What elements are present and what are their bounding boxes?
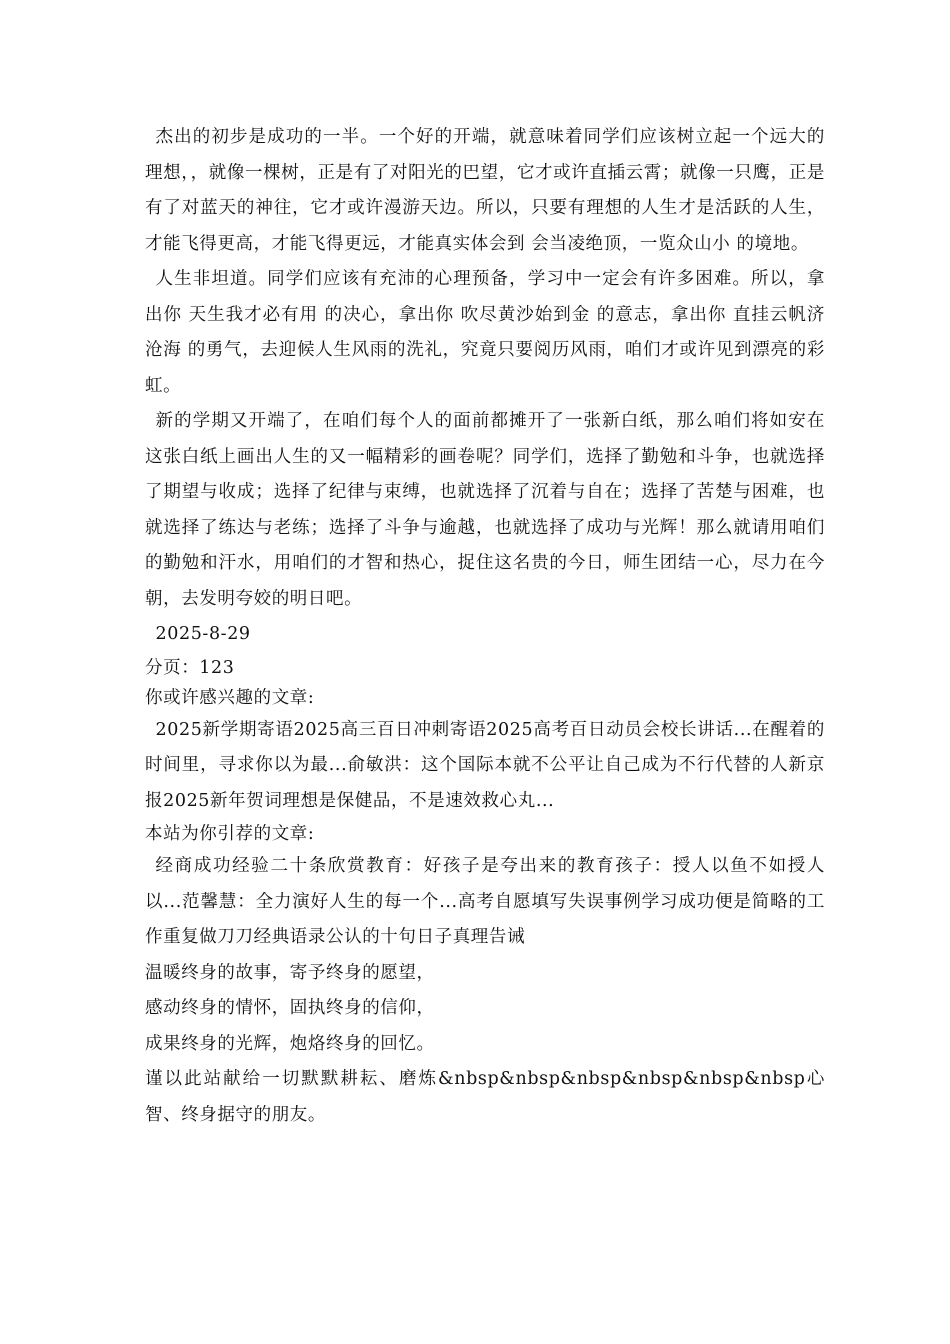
related-articles-heading: 你或许感兴趣的文章: [145,687,315,708]
dedication: 谨以此站献给一切默默耕耘、磨炼&nbsp&nbsp&nbsp&nbsp&nbsp&nbsp心智、终身据守的朋友。 [145,1069,825,1125]
closing-line-1: 温暖终身的故事，寄予终身的愿望， [145,962,435,983]
recommended-articles-list: 经商成功经验二十条欣赏教育：好孩子是夸出来的教育孩子：授人以鱼不如授人以...范馨慧：全力演好人生的每一个...高考自愿填写失误事例学习成功便是简略的工作重复做刀刀经典语录公认的十句日子真理告诫 [145,856,825,947]
recommended-articles-heading: 本站为你引荐的文章: [145,824,315,844]
paragraph-hardships: 人生非坦道。同学们应该有充沛的心理预备，学习中一定会有许多困难。所以，拿出你 天生我才必有用 的决心，拿出你 吹尽黄沙始到金 的意志，拿出你 直挂云帆济沧海 的勇气，去迎候人生风雨的洗礼，究竟只要阅历风雨，咱们才或许见到漂亮的彩虹。 [145,269,825,396]
closing-line-2: 感动终身的情怀，固执终身的信仰， [145,998,435,1018]
document-body [145,120,825,1133]
related-articles-list: 2025新学期寄语2025高三百日冲刺寄语2025高考百日动员会校长讲话...在醒着的时间里，寻求你以为最...俞敏洪：这个国际本就不公平让自己成为不行代替的人新京报2025新年贺词理想是保健品，不是速效救心丸... [145,719,825,811]
pagination: 分页：123 [145,657,235,678]
document-date: 2025-8-29 [155,624,251,644]
paragraph-ideals: 杰出的初步是成功的一半。一个好的开端，就意味着同学们应该树立起一个远大的理想，，就像一棵树，正是有了对阳光的巴望，它才或许直插云霄；就像一只鹰，正是有了对蓝天的神往，它才或许漫游天边。所以，只要有理想的人生才是活跃的人生，才能飞得更高，才能飞得更远，才能真实体会到 会当凌绝顶，一览众山小 的境地。 [145,127,825,254]
closing-line-3: 成果终身的光辉，炮烙终身的回忆。 [145,1033,435,1054]
paragraph-new-semester: 新的学期又开端了，在咱们每个人的面前都摊开了一张新白纸，那么咱们将如安在这张白纸上画出人生的又一幅精彩的画卷呢？同学们，选择了勤勉和斗争，也就选择了期望与收成；选择了纪律与束缚，也就选择了沉着与自在；选择了苦楚与困难，也就选择了练达与老练；选择了斗争与逾越，也就选择了成功与光辉！那么就请用咱们的勤勉和汗水，用咱们的才智和热心，捉住这名贵的今日，师生团结一心，尽力在今朝，去发明夸姣的明日吧。 [145,411,825,609]
